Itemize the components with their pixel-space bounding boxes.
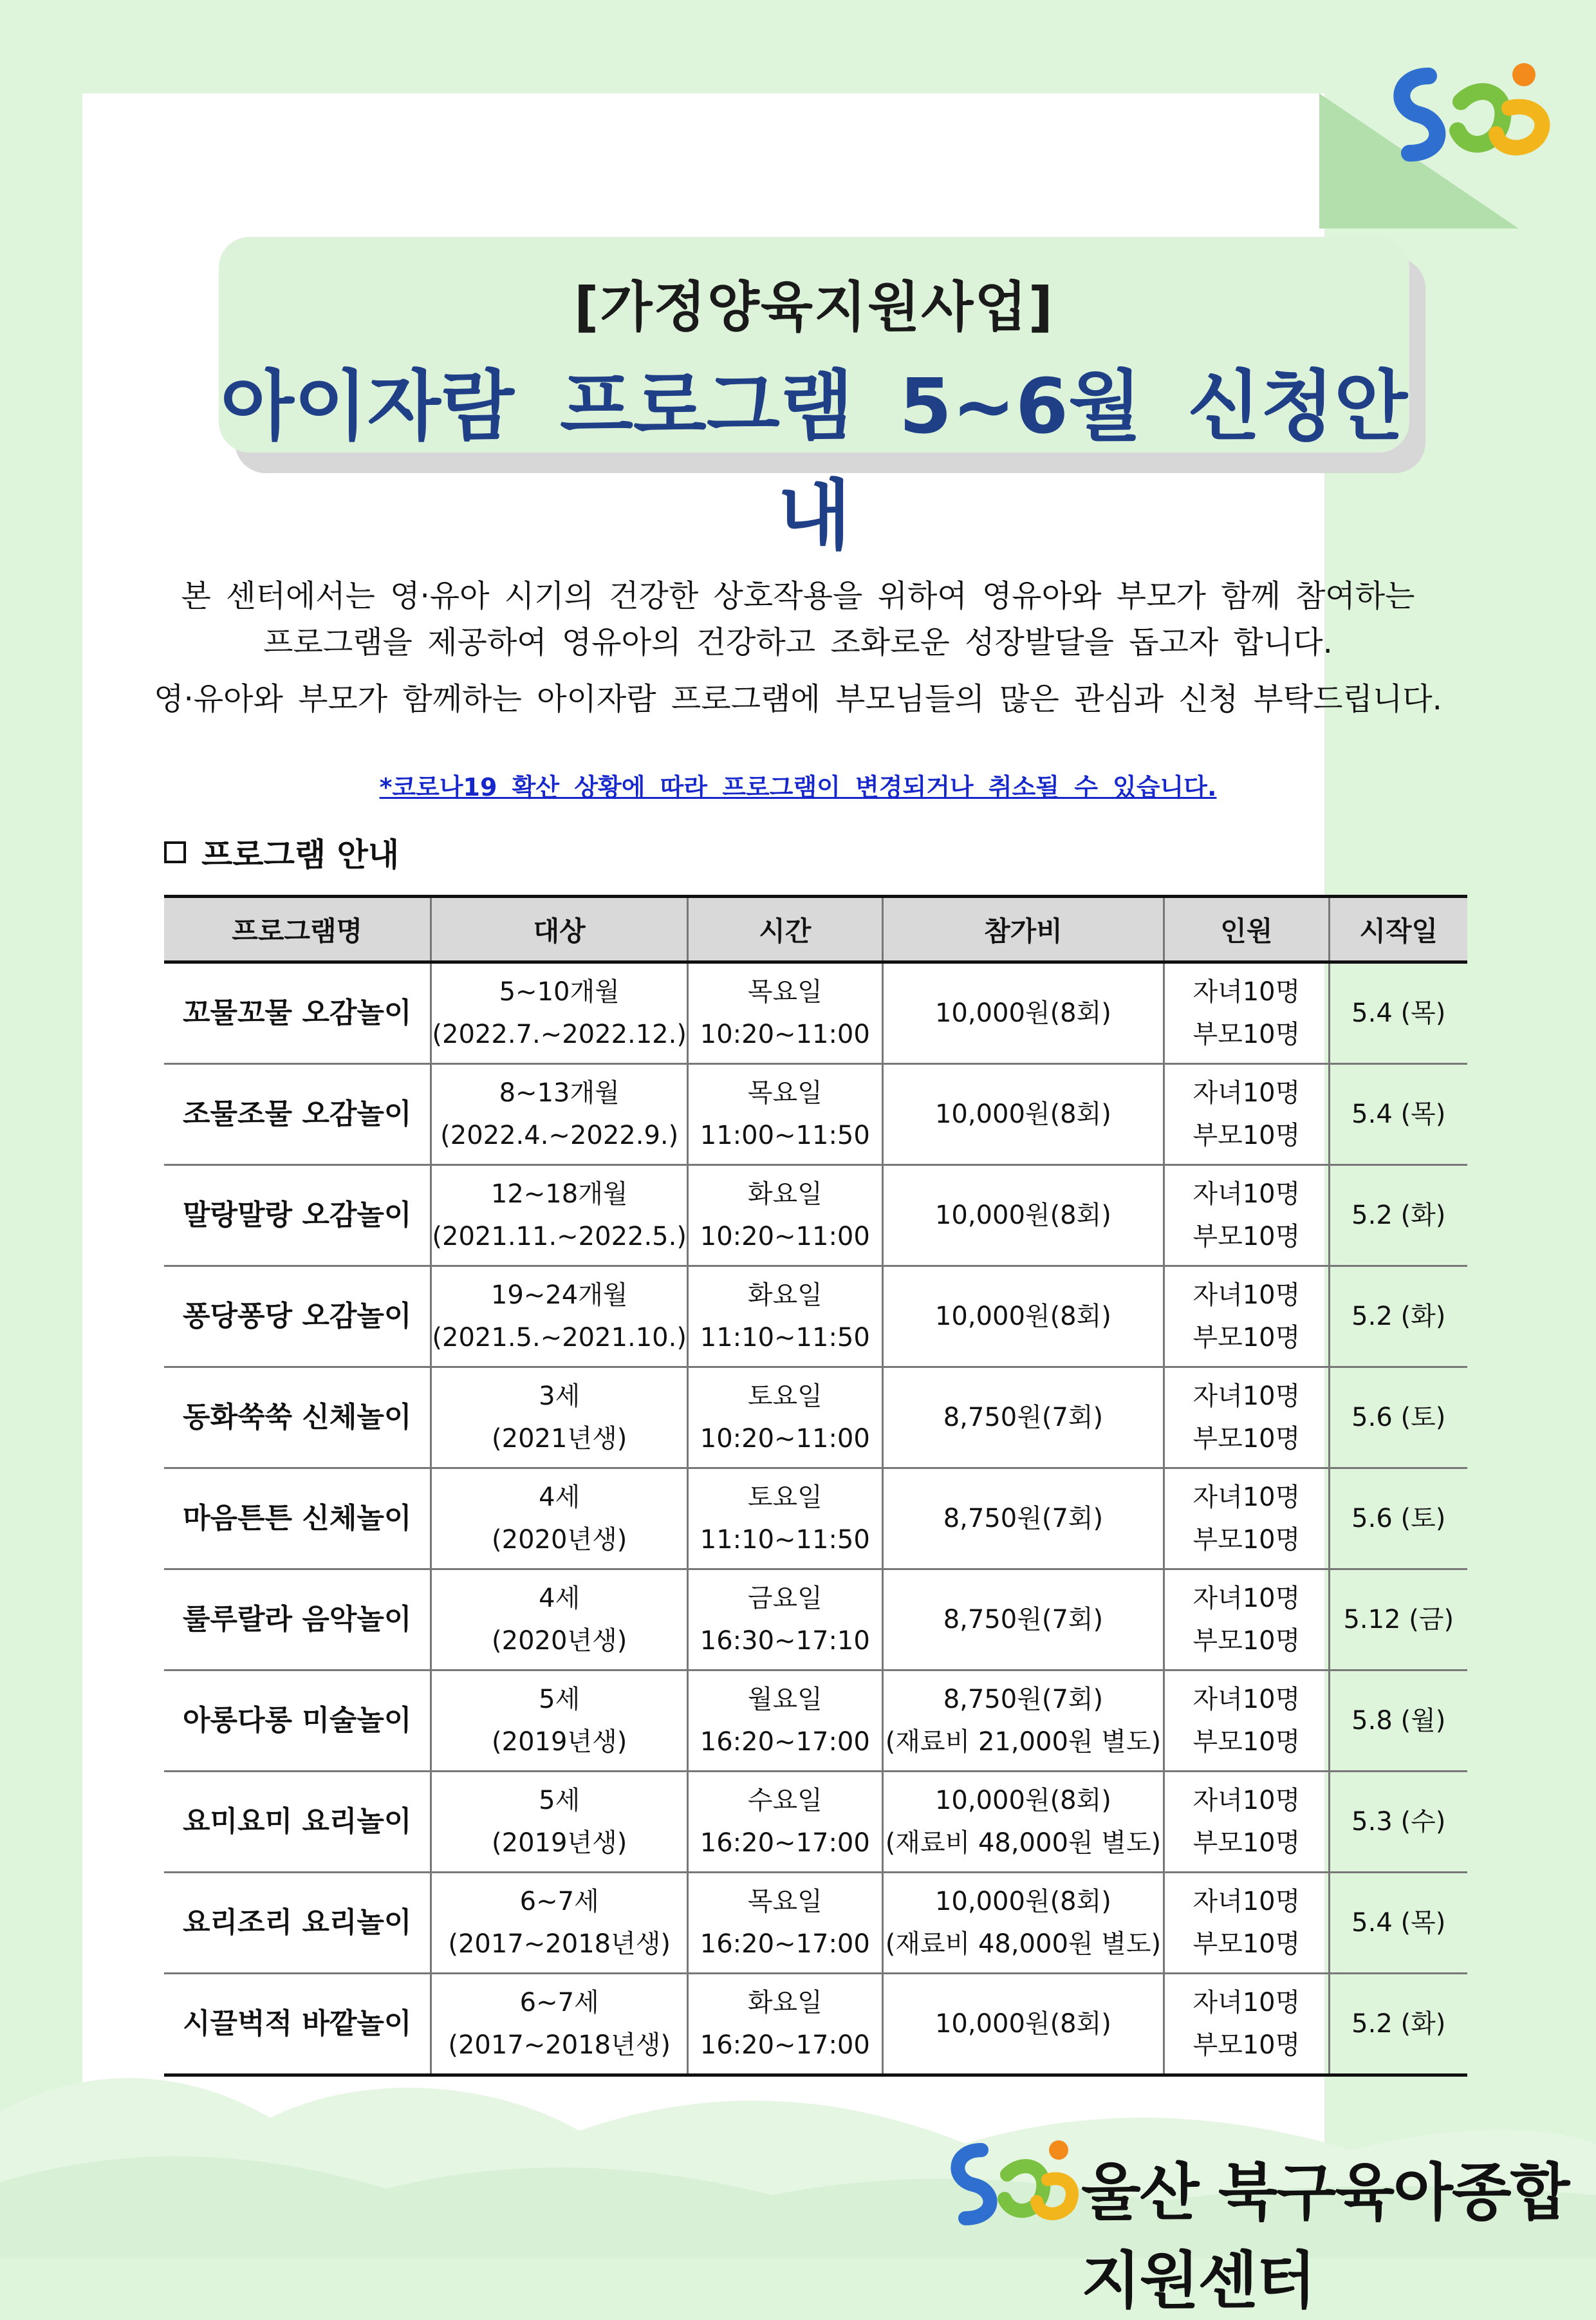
title-banner bbox=[219, 237, 1409, 560]
program-start: 5.3 (수) bbox=[1329, 1772, 1467, 1873]
col-header-name: 프로그램명 bbox=[164, 897, 431, 962]
program-people: 자녀10명 부모10명 bbox=[1164, 1569, 1329, 1670]
program-people: 자녀10명 부모10명 bbox=[1164, 1974, 1329, 2075]
table-row bbox=[164, 1266, 1467, 1367]
program-name: 말랑말랑 오감놀이 bbox=[164, 1165, 431, 1266]
program-fee: 10,000원(8회) bbox=[882, 1974, 1164, 2075]
program-target: 8~13개월 (2022.4.~2022.9.) bbox=[431, 1064, 688, 1165]
program-people: 자녀10명 부모10명 bbox=[1164, 1165, 1329, 1266]
program-target: 4세 (2020년생) bbox=[431, 1468, 688, 1569]
program-fee: 8,750원(7회) bbox=[882, 1569, 1164, 1670]
program-fee: 10,000원(8회) bbox=[882, 1266, 1164, 1367]
program-people: 자녀10명 부모10명 bbox=[1164, 1468, 1329, 1569]
program-table bbox=[164, 895, 1467, 2077]
program-time: 화요일 16:20~17:00 bbox=[687, 1974, 882, 2075]
program-fee: 10,000원(8회) bbox=[882, 962, 1164, 1064]
program-start: 5.12 (금) bbox=[1329, 1569, 1467, 1670]
program-name: 아롱다롱 미술놀이 bbox=[164, 1670, 431, 1772]
program-time: 토요일 10:20~11:00 bbox=[687, 1367, 882, 1468]
table-row bbox=[164, 1367, 1467, 1468]
program-name: 요리조리 요리놀이 bbox=[164, 1873, 431, 1974]
program-fee: 10,000원(8회) bbox=[882, 1064, 1164, 1165]
intro-line-3: 영·유아와 부모가 함께하는 아이자람 프로그램에 부모님들의 많은 관심과 신청 부탁드립니다. bbox=[154, 681, 1442, 717]
program-fee: 8,750원(7회) (재료비 21,000원 별도) bbox=[882, 1670, 1164, 1772]
program-people: 자녀10명 부모10명 bbox=[1164, 1064, 1329, 1165]
notice-text: *코로나19 확산 상황에 따라 프로그램이 변경되거나 취소될 수 있습니다. bbox=[379, 773, 1217, 801]
program-people: 자녀10명 부모10명 bbox=[1164, 1873, 1329, 1974]
organization-name: 울산 북구육아종합지원센터 bbox=[1081, 2156, 1569, 2317]
col-header-start: 시작일 bbox=[1329, 897, 1467, 962]
program-target: 3세 (2021년생) bbox=[431, 1367, 688, 1468]
col-header-fee: 참가비 bbox=[882, 897, 1164, 962]
col-header-people: 인원 bbox=[1164, 897, 1329, 962]
center-logo-icon bbox=[943, 2136, 1081, 2232]
intro-line-1: 본 센터에서는 영·유아 시기의 건강한 상호작용을 위하여 영유아와 부모가 함께 참여하는 bbox=[181, 578, 1415, 614]
program-start: 5.8 (월) bbox=[1329, 1670, 1467, 1772]
program-time: 금요일 16:30~17:10 bbox=[687, 1569, 882, 1670]
program-time: 토요일 11:10~11:50 bbox=[687, 1468, 882, 1569]
program-target: 4세 (2020년생) bbox=[431, 1569, 688, 1670]
program-people: 자녀10명 부모10명 bbox=[1164, 1670, 1329, 1772]
table-row bbox=[164, 1772, 1467, 1873]
program-name: 시끌벅적 바깥놀이 bbox=[164, 1974, 431, 2075]
program-people: 자녀10명 부모10명 bbox=[1164, 962, 1329, 1064]
program-fee: 10,000원(8회) bbox=[882, 1165, 1164, 1266]
program-target: 19~24개월 (2021.5.~2021.10.) bbox=[431, 1266, 688, 1367]
table-row bbox=[164, 1468, 1467, 1569]
col-header-target: 대상 bbox=[431, 897, 688, 962]
checkbox-icon bbox=[164, 841, 186, 863]
program-target: 6~7세 (2017~2018년생) bbox=[431, 1873, 688, 1974]
table-row bbox=[164, 962, 1467, 1064]
program-fee: 8,750원(7회) bbox=[882, 1468, 1164, 1569]
program-target: 12~18개월 (2021.11.~2022.5.) bbox=[431, 1165, 688, 1266]
program-time: 수요일 16:20~17:00 bbox=[687, 1772, 882, 1873]
program-start: 5.6 (토) bbox=[1329, 1367, 1467, 1468]
program-name: 요미요미 요리놀이 bbox=[164, 1772, 431, 1873]
section-title-label: 프로그램 안내 bbox=[201, 836, 400, 874]
program-people: 자녀10명 부모10명 bbox=[1164, 1367, 1329, 1468]
program-fee: 10,000원(8회) (재료비 48,000원 별도) bbox=[882, 1873, 1164, 1974]
program-target: 5~10개월 (2022.7.~2022.12.) bbox=[431, 962, 688, 1064]
program-name: 조물조물 오감놀이 bbox=[164, 1064, 431, 1165]
program-time: 월요일 16:20~17:00 bbox=[687, 1670, 882, 1772]
program-time: 목요일 11:00~11:50 bbox=[687, 1064, 882, 1165]
program-start: 5.2 (화) bbox=[1329, 1974, 1467, 2075]
table-header-row bbox=[164, 897, 1467, 962]
program-people: 자녀10명 부모10명 bbox=[1164, 1266, 1329, 1367]
table-row bbox=[164, 1165, 1467, 1266]
program-fee: 10,000원(8회) (재료비 48,000원 별도) bbox=[882, 1772, 1164, 1873]
center-logo-icon bbox=[1384, 57, 1570, 166]
col-header-time: 시간 bbox=[687, 897, 882, 962]
program-target: 6~7세 (2017~2018년생) bbox=[431, 1974, 688, 2075]
program-name: 마음튼튼 신체놀이 bbox=[164, 1468, 431, 1569]
section-title bbox=[164, 829, 399, 875]
program-start: 5.4 (목) bbox=[1329, 1873, 1467, 1974]
intro-line-2: 프로그램을 제공하여 영유아의 건강하고 조화로운 성장발달을 돕고자 합니다. bbox=[263, 624, 1333, 660]
program-start: 5.2 (화) bbox=[1329, 1165, 1467, 1266]
program-start: 5.4 (목) bbox=[1329, 962, 1467, 1064]
program-name: 룰루랄라 음악놀이 bbox=[164, 1569, 431, 1670]
program-target: 5세 (2019년생) bbox=[431, 1670, 688, 1772]
program-name: 퐁당퐁당 오감놀이 bbox=[164, 1266, 431, 1367]
program-time: 목요일 10:20~11:00 bbox=[687, 962, 882, 1064]
program-start: 5.2 (화) bbox=[1329, 1266, 1467, 1367]
program-fee: 8,750원(7회) bbox=[882, 1367, 1164, 1468]
program-target: 5세 (2019년생) bbox=[431, 1772, 688, 1873]
program-time: 화요일 10:20~11:00 bbox=[687, 1165, 882, 1266]
program-time: 화요일 11:10~11:50 bbox=[687, 1266, 882, 1367]
program-time: 목요일 16:20~17:00 bbox=[687, 1873, 882, 1974]
program-people: 자녀10명 부모10명 bbox=[1164, 1772, 1329, 1873]
table-row bbox=[164, 1670, 1467, 1772]
program-start: 5.6 (토) bbox=[1329, 1468, 1467, 1569]
program-name: 꼬물꼬물 오감놀이 bbox=[164, 962, 431, 1064]
table-row bbox=[164, 1873, 1467, 1974]
program-name: 동화쑥쑥 신체놀이 bbox=[164, 1367, 431, 1468]
program-start: 5.4 (목) bbox=[1329, 1064, 1467, 1165]
table-row bbox=[164, 1569, 1467, 1670]
page-title: 아이자람 프로그램 5~6월 신청안내 bbox=[220, 362, 1408, 560]
table-row bbox=[164, 1064, 1467, 1165]
page-subtitle: [가정양육지원사업] bbox=[574, 276, 1054, 339]
